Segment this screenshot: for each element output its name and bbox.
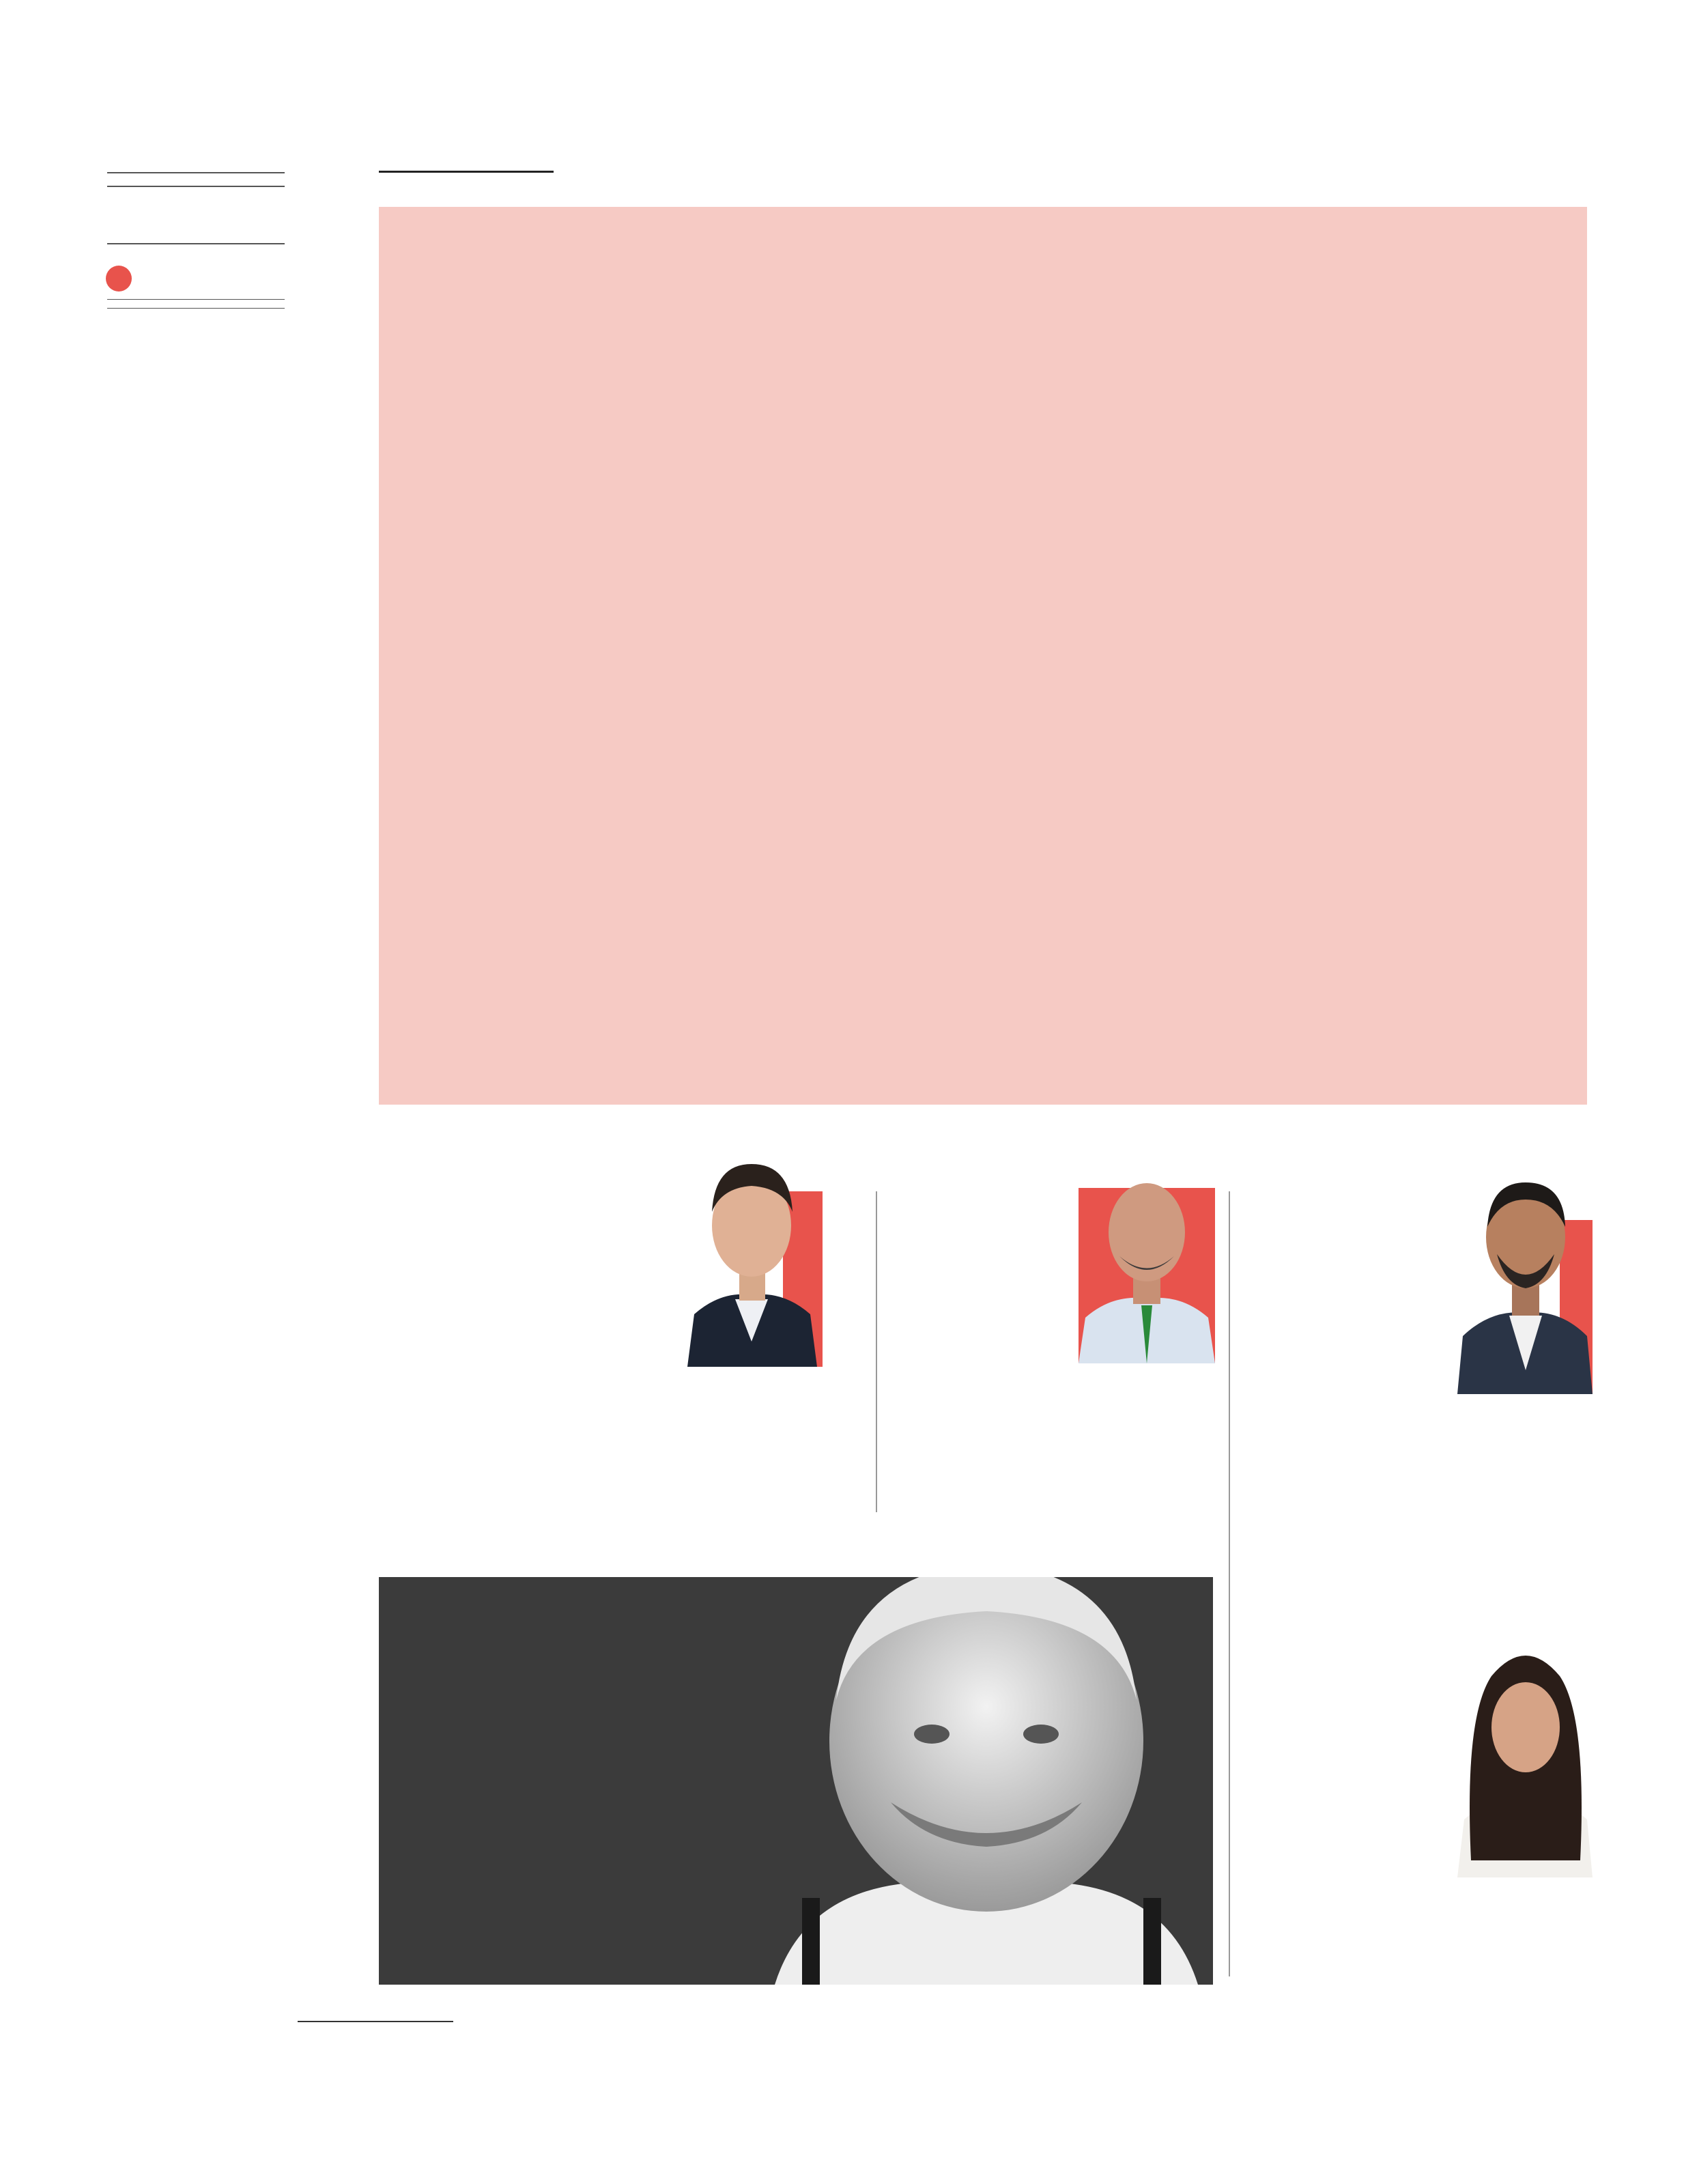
story76-photo <box>1457 1152 1593 1394</box>
title-underline <box>379 171 554 173</box>
story64-photo <box>761 1577 1213 1985</box>
story60-photo <box>681 1137 823 1367</box>
story80-photo <box>1457 1635 1593 1877</box>
story76-number-wrap <box>1365 1163 1447 1224</box>
footer-rule <box>298 2021 453 2022</box>
sidebar <box>107 172 285 317</box>
divider <box>107 186 285 187</box>
story80-number-wrap <box>1365 1628 1447 1690</box>
divider <box>107 172 285 173</box>
advertise-block <box>107 194 285 231</box>
distrito-badge <box>106 266 132 292</box>
story62-photo <box>1079 1154 1215 1363</box>
column-divider <box>1229 1191 1230 1976</box>
dossier-section <box>379 207 1587 1105</box>
story62-number-wrap <box>969 1239 1065 1301</box>
column-divider <box>876 1191 877 1512</box>
story64-number-wrap <box>379 1608 645 1676</box>
divider <box>107 243 285 244</box>
divider <box>107 299 285 300</box>
story64-box <box>379 1577 1213 1985</box>
divider <box>107 308 285 309</box>
distrito-logo <box>107 258 285 294</box>
